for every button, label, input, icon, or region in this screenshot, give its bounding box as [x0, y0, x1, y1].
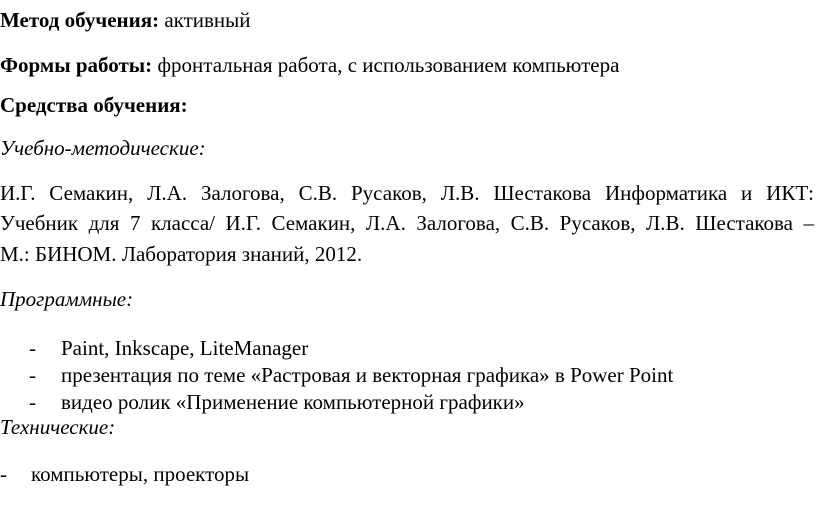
- list-bullet: -: [29, 363, 36, 387]
- software-list-item: [0, 335, 816, 361]
- method-line: [0, 7, 251, 33]
- forms-line: [0, 52, 619, 78]
- list-bullet: -: [29, 390, 36, 414]
- forms-label: Формы работы:: [0, 53, 153, 77]
- software-item-text: Paint, Inkscape, LiteManager: [61, 336, 309, 360]
- software-item-text: презентация по теме «Растровая и векторная графика» в Power Point: [61, 363, 674, 387]
- means-heading: Средства обучения:: [0, 93, 188, 117]
- software-list-item: [0, 362, 816, 388]
- method-value: активный: [159, 8, 251, 32]
- software-list-item: [0, 389, 816, 415]
- list-bullet: -: [29, 336, 36, 360]
- technical-heading: Технические:: [0, 415, 116, 439]
- methodical-text-line-2: Учебник для 7 класса/ И.Г. Семакин, Л.А. Залогова, С.В. Русаков, Л.В. Шестакова –: [0, 211, 814, 235]
- forms-value: фронтальная работа, с использованием компьютера: [152, 53, 620, 77]
- list-bullet: -: [0, 462, 7, 486]
- methodical-text-line-1: И.Г. Семакин, Л.А. Залогова, С.В. Русаков, Л.В. Шестакова Информатика и ИКТ:: [0, 181, 814, 205]
- software-heading: Программные:: [0, 287, 134, 311]
- methodical-heading: Учебно-методические:: [0, 136, 206, 160]
- software-item-text: видео ролик «Применение компьютерной графики»: [61, 390, 525, 414]
- technical-list-item: [0, 461, 816, 487]
- methodical-text-line-3: М.: БИНОМ. Лаборатория знаний, 2012.: [0, 242, 363, 266]
- method-label: Метод обучения:: [0, 8, 160, 32]
- technical-item-text: компьютеры, проекторы: [31, 462, 250, 486]
